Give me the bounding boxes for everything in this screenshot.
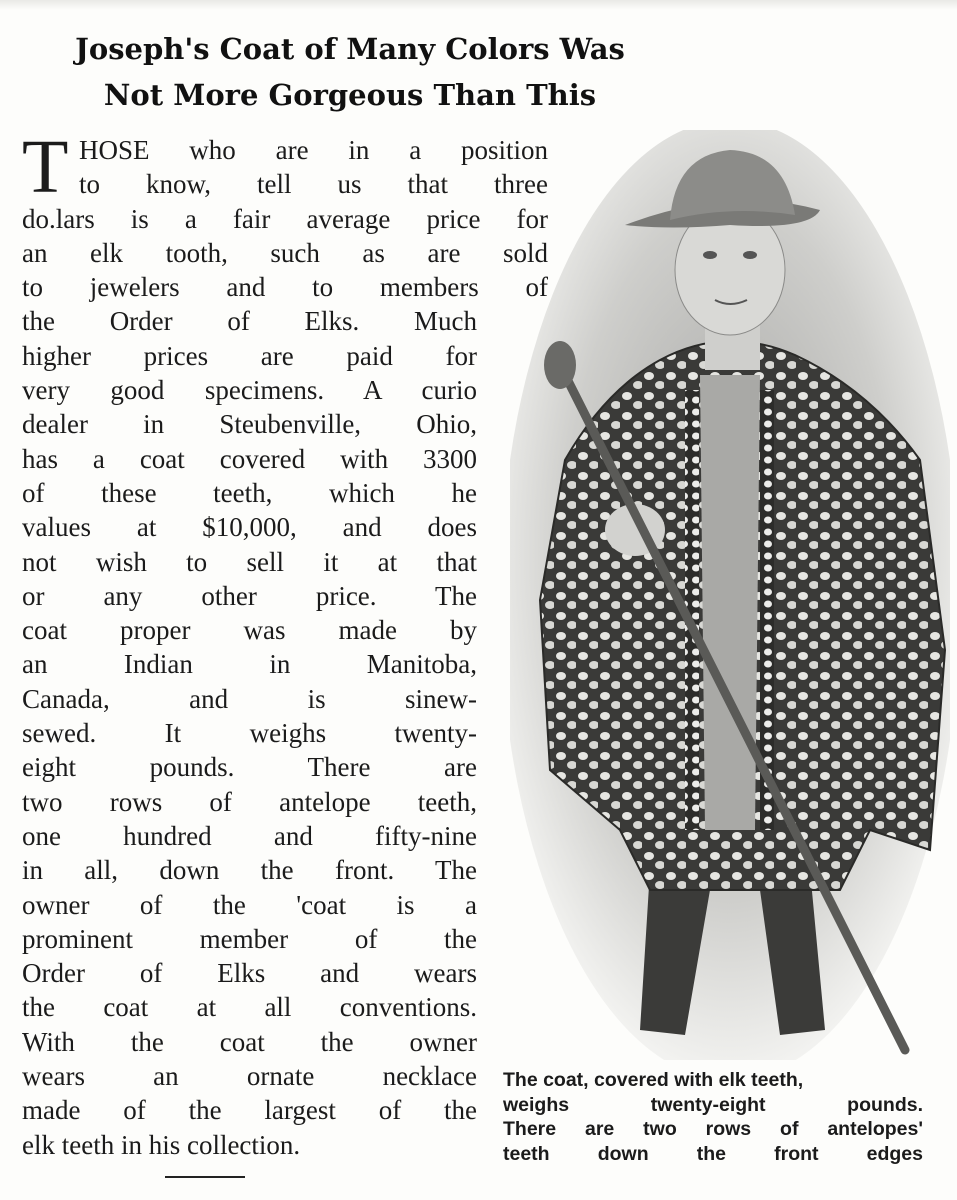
body-line: values at $10,000, and does [22, 512, 477, 543]
body-line: higher prices are paid for [22, 340, 477, 371]
headline [0, 26, 700, 118]
body-line: eight pounds. There are [22, 752, 477, 783]
body-line: in all, down the front. The [22, 855, 477, 886]
body-line: to jewelers and to members of [22, 272, 548, 303]
end-of-article-rule [165, 1176, 245, 1178]
shirt-front [700, 375, 760, 830]
caption-line: There are two rows of antelopes' [503, 1118, 923, 1140]
body-line: made of the largest of the [22, 1095, 477, 1126]
headline-line-1: Joseph's Coat of Many Colors Was [75, 32, 625, 66]
photo-man-in-elk-tooth-coat [510, 130, 950, 1060]
body-line: Canada, and is sinew- [22, 683, 477, 714]
cane-handle [544, 341, 576, 389]
left-eye [703, 251, 717, 259]
body-line: the coat at all conventions. [22, 992, 477, 1023]
article-paragraph [22, 125, 552, 1162]
caption-line: teeth down the front edges [503, 1142, 923, 1165]
headline-line-2: Not More Gorgeous Than This [103, 78, 597, 112]
caption-line: weighs twenty-eight pounds. [503, 1093, 923, 1116]
drop-cap: T [22, 125, 69, 209]
body-line: has a coat covered with 3300 [22, 443, 477, 474]
body-line: dealer in Steubenville, Ohio, [22, 409, 477, 440]
caption-line: The coat, covered with elk teeth, [503, 1069, 804, 1091]
body-line: elk teeth in his collection. [22, 1129, 301, 1160]
body-line: an Indian in Manitoba, [22, 649, 477, 680]
photo-caption [503, 1068, 923, 1166]
body-line: owner of the 'coat is a [22, 889, 477, 920]
body-line: coat proper was made by [22, 615, 477, 646]
body-line: very good specimens. A curio [22, 375, 477, 406]
page-top-edge [0, 0, 957, 10]
body-line: to know, tell us that three [79, 169, 548, 200]
body-line: wears an ornate necklace [22, 1061, 477, 1092]
body-line: one hundred and fifty-nine [22, 820, 477, 851]
body-line: HOSE who are in a position [79, 135, 548, 165]
body-line: not wish to sell it at that [22, 546, 477, 577]
body-line: the Order of Elks. Much [22, 306, 477, 337]
body-line: do.lars is a fair average price for [22, 203, 548, 234]
body-line: Order of Elks and wears [22, 958, 477, 989]
body-line: prominent member of the [22, 923, 477, 954]
body-line: With the coat the owner [22, 1026, 477, 1057]
body-line: an elk tooth, such as are sold [22, 237, 548, 268]
right-eye [743, 251, 757, 259]
body-line: sewed. It weighs twenty- [22, 718, 477, 749]
body-line: of these teeth, which he [22, 477, 477, 508]
body-line: or any other price. The [22, 580, 477, 611]
article-body [22, 125, 552, 1162]
body-line: two rows of antelope teeth, [22, 786, 477, 817]
